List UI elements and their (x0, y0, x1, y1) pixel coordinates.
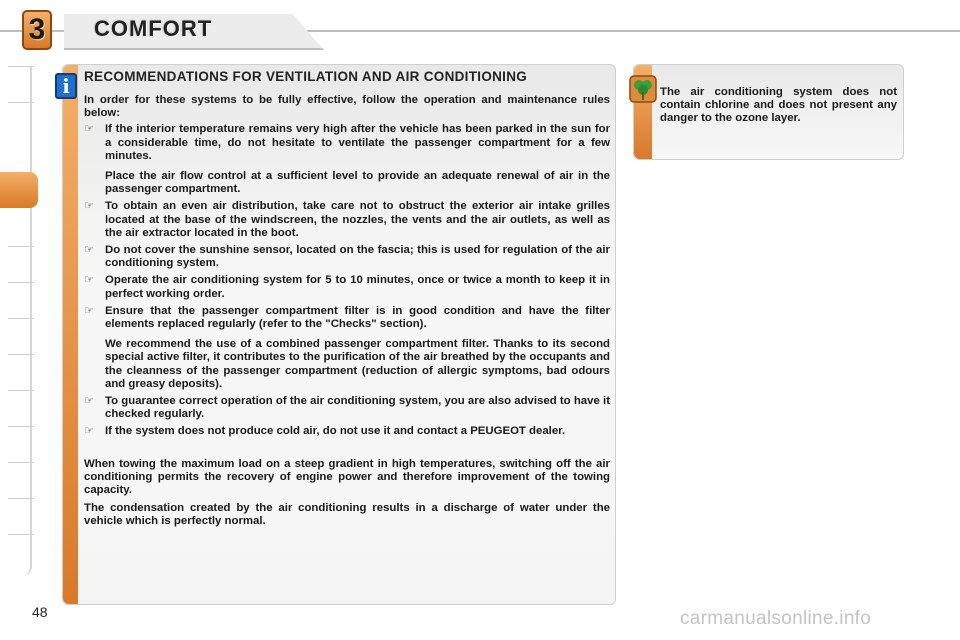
pointing-hand-icon: ☞ (84, 200, 94, 213)
bullet-item (84, 425, 610, 438)
chapter-tab[interactable] (8, 462, 34, 498)
intro-paragraph: In order for these systems to be fully effective, follow the operation and maintenance rules below: (84, 94, 610, 120)
chapter-tab[interactable] (8, 318, 34, 354)
bullet-item (84, 395, 610, 421)
recommendations-panel (62, 64, 616, 605)
spacer (84, 443, 610, 458)
environment-note-panel (633, 64, 904, 160)
note-text: The air conditioning system does not contain chlorine and does not present any danger to the ozone layer. (660, 86, 897, 125)
bullet-item (84, 200, 610, 240)
page-number: 48 (32, 604, 48, 620)
pointing-hand-icon: ☞ (84, 304, 94, 317)
chapter-tab[interactable] (8, 534, 34, 570)
chapter-tab[interactable] (8, 66, 34, 102)
bullet-text: Operate the air conditioning system for 5 to 10 minutes, once or twice a month to keep it in perfect working order. (105, 274, 610, 300)
bullet-text: If the system does not produce cold air, do not use it and contact a PEUGEOT dealer. (105, 425, 566, 438)
chapter-tab[interactable] (8, 246, 34, 282)
info-icon: i (55, 73, 77, 99)
pointing-hand-icon: ☞ (84, 123, 94, 136)
chapter-tab-strip (8, 66, 32, 576)
pointing-hand-icon: ☞ (84, 425, 94, 438)
pointing-hand-icon: ☞ (84, 274, 94, 287)
bullet-text: To guarantee correct operation of the air conditioning system, you are also advised to have it checked regularly. (105, 395, 610, 421)
bullet-text: Do not cover the sunshine sensor, located on the fascia; this is used for regulation of the air conditioning system. (105, 244, 610, 270)
watermark: carmanualsonline.info (680, 608, 872, 629)
condensation-paragraph: The condensation created by the air conditioning results in a discharge of water under the vehicle which is perfectly normal. (84, 502, 610, 528)
towing-paragraph: When towing the maximum load on a steep gradient in high temperatures, switching off the air conditioning permits the recovery of engine power and therefore improvement of the towing capacity. (84, 457, 610, 497)
pointing-hand-icon: ☞ (84, 395, 94, 408)
recommendations-content (84, 69, 610, 529)
page-header (0, 0, 960, 62)
bullet-text: If the interior temperature remains very high after the vehicle has been parked in the sun for a considerable time, do not hesitate to ventilate the passenger compartment for a few minutes. (105, 123, 610, 162)
chapter-tab-active[interactable] (0, 172, 38, 208)
panel-title: RECOMMENDATIONS FOR VENTILATION AND AIR CONDITIONING (84, 69, 528, 84)
chapter-number-badge: 3 (22, 10, 52, 50)
bullet-item (84, 123, 610, 196)
panel-accent-bar (63, 65, 78, 604)
leaf-icon (629, 75, 657, 103)
pointing-hand-icon: ☞ (84, 244, 94, 257)
bullet-item (84, 274, 610, 300)
bullet-subtext: We recommend the use of a combined passenger compartment filter. Thanks to its second special active filter, it contributes to the purification of the air breathed by the occupants and the cleanness of the passenger compartment (reduction of allergic symptoms, bad odours and greasy deposits). (105, 338, 610, 390)
chapter-tab[interactable] (8, 390, 34, 426)
bullet-text: To obtain an even air distribution, take care not to obstruct the exterior air intake grilles located at the base of the windscreen, the nozzles, the vents and the air outlets, as well as the air extractor located in the boot. (105, 200, 610, 239)
chapter-tab[interactable] (8, 498, 34, 534)
chapter-title: COMFORT (94, 16, 213, 41)
chapter-tab[interactable] (8, 282, 34, 318)
bullet-text: Ensure that the passenger compartment filter is in good condition and have the filter elements replaced regularly (refer to the "Checks" section). (105, 304, 610, 331)
bullet-item (84, 305, 610, 391)
chapter-tab[interactable] (8, 354, 34, 390)
chapter-tab[interactable] (8, 426, 34, 462)
chapter-tab[interactable] (8, 102, 34, 138)
bullet-subtext: Place the air flow control at a sufficient level to provide an adequate renewal of air in the passenger compartment. (105, 170, 610, 196)
bullet-item (84, 244, 610, 270)
